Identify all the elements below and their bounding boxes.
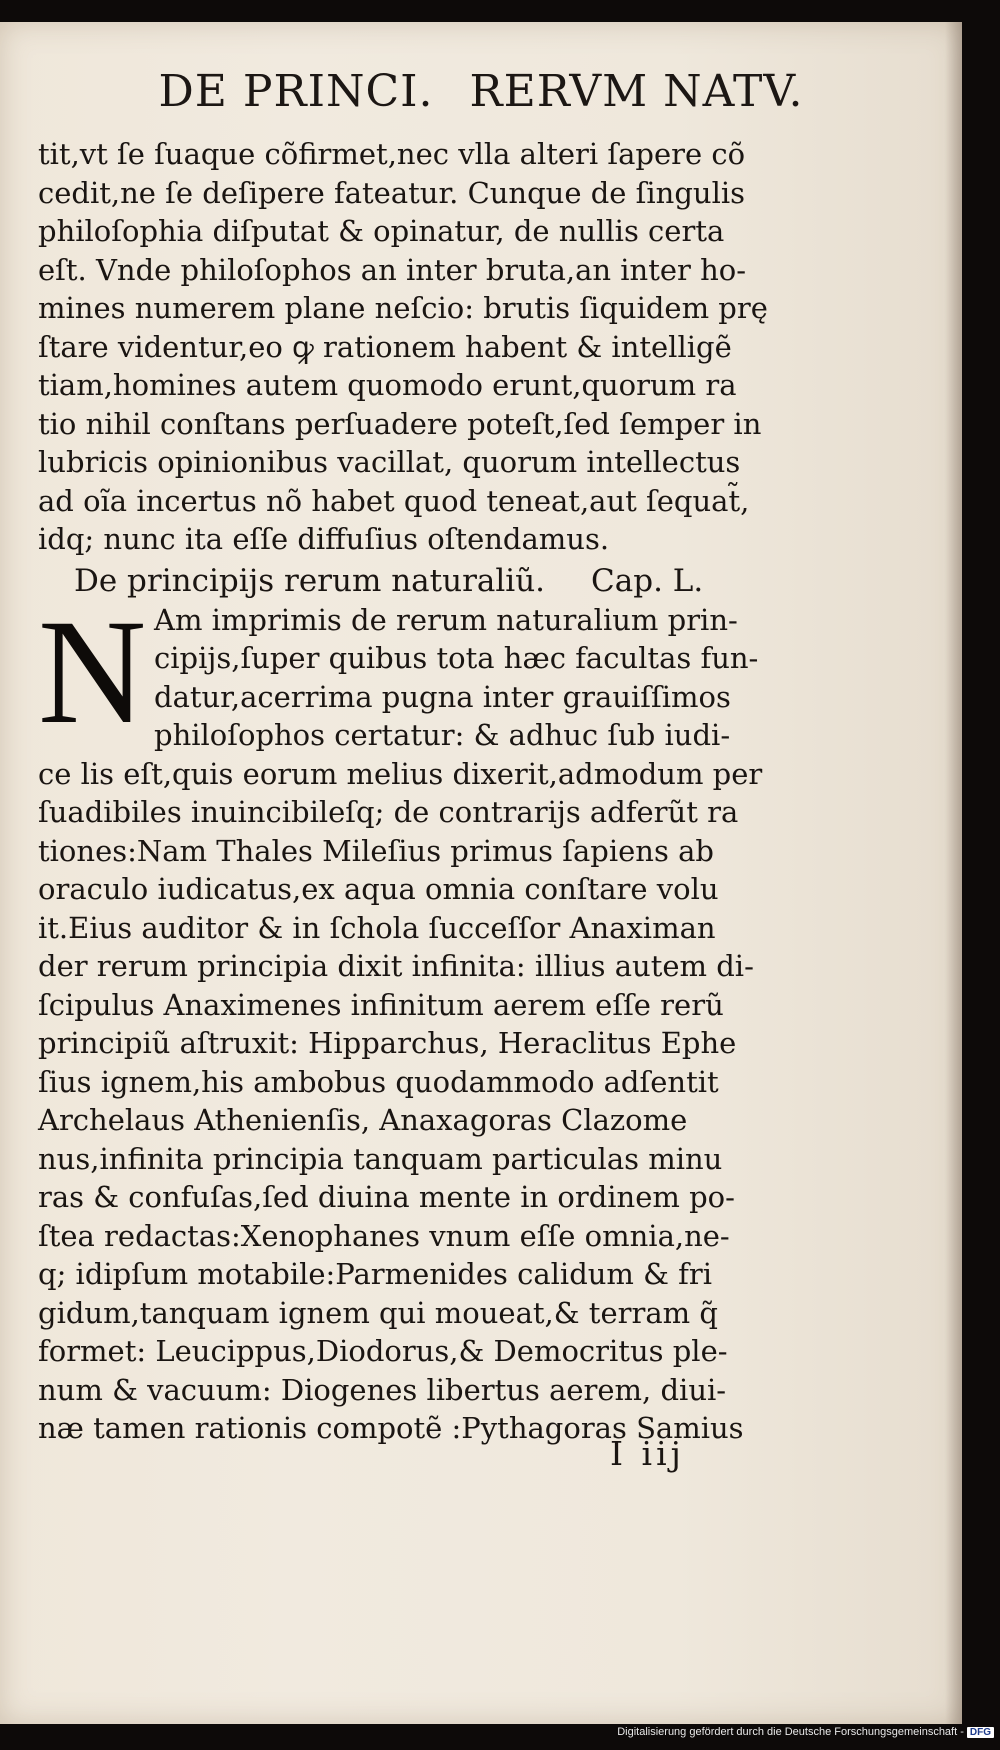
running-head-left: DE PRINCI.	[158, 66, 434, 117]
text-line: eſt. Vnde philoſophos an inter bruta,an inter ho-	[38, 252, 747, 287]
text-line: oraculo iudicatus,ex aqua omnia conſtare volu	[38, 872, 719, 906]
text-line: datur,acerrima pugna inter grauiſſimos	[154, 679, 731, 714]
text-line: principiũ aſtruxit: Hipparchus, Heraclitus Ephe	[38, 1026, 737, 1060]
text-line: lubricis opinionibus vacillat, quorum intellectus	[38, 445, 741, 479]
text-line: nus,infinita principia tanquam particulas minu	[38, 1141, 723, 1176]
page-edge-shadow	[945, 22, 962, 1724]
drop-cap-initial: N	[38, 588, 147, 755]
text-line: ſius ignem,his ambobus quodammodo adſentit	[38, 1064, 719, 1099]
text-line: philoſophos certatur: & adhuc ſub iudi-	[154, 718, 731, 752]
text-line: it.Eius auditor & in ſchola ſucceſſor Anaximan	[38, 910, 716, 945]
running-head	[0, 66, 962, 117]
text-line: philoſophia diſputat & opinatur, de nullis certa	[38, 214, 725, 248]
text-line: q; idipſum motabile:Parmenides calidum & fri	[38, 1257, 713, 1291]
chapter-heading	[38, 561, 798, 601]
text-line: næ tamen rationis compotẽ :Pythagoras Samius	[38, 1411, 744, 1445]
chapter-number: Cap. L.	[591, 562, 704, 599]
text-line: ad oĩa incertus nõ habet quod teneat,aut ſequat̃,	[38, 483, 750, 518]
text-line: cipijs,ſuper quibus tota hæc facultas fun-	[154, 641, 759, 675]
chapter-opening	[38, 588, 798, 755]
text-line: tiones:Nam Thales Mileſius primus ſapiens ab	[38, 833, 714, 868]
dropcap-text-lines	[154, 601, 758, 755]
text-line: ras & confuſas,ſed diuina mente in ordinem po-	[38, 1180, 735, 1214]
text-line: der rerum principia dixit infinita: illius autem di-	[38, 949, 754, 983]
text-line: Am imprimis de rerum naturalium prin-	[154, 602, 738, 637]
text-line: gidum,tanquam ignem qui moueat,& terram q̃	[38, 1295, 718, 1330]
text-line: ce lis eſt,quis eorum melius dixerit,admodum per	[38, 756, 763, 791]
body-text	[38, 135, 798, 1448]
text-line: ſtea redactas:Xenophanes vnum eſſe omnia,ne-	[38, 1218, 730, 1253]
text-line: num & vacuum: Diogenes libertus aerem, diui-	[38, 1372, 727, 1407]
text-block-after-dropcap	[38, 755, 798, 1448]
chapter-title: De principijs rerum naturaliũ.	[74, 562, 546, 599]
text-line: tiam,homines autem quomodo erunt,quorum ra	[38, 368, 737, 402]
text-line: tit,vt ſe ſuaque cõfirmet,nec vlla alteri ſapere cõ	[38, 137, 746, 171]
signature-mark: I iij	[610, 1434, 685, 1473]
text-line: ſtare videntur,eo ꝙ rationem habent & intelligẽ	[38, 329, 732, 364]
text-line: ſuadibiles inuincibileſq; de contrarijs adferũt ra	[38, 795, 739, 829]
running-head-right: RERVM NATV.	[469, 66, 804, 117]
text-block-before-heading	[38, 135, 798, 559]
digitization-footer	[617, 1726, 994, 1738]
text-line: tio nihil conſtans perſuadere poteſt,ſed ſemper in	[38, 406, 762, 441]
dfg-logo: DFG	[967, 1727, 994, 1738]
footer-text: Digitalisierung gefördert durch die Deutsche Forschungsgemeinschaft -	[617, 1726, 964, 1738]
text-line: formet: Leucippus,Diodorus,& Democritus ple-	[38, 1334, 728, 1368]
text-line: ſcipulus Anaximenes infinitum aerem eſſe rerũ	[38, 987, 724, 1022]
text-line: Archelaus Athenienſis, Anaxagoras Clazome	[38, 1103, 688, 1137]
text-line: cedit,ne ſe deſipere fateatur. Cunque de ſingulis	[38, 175, 746, 210]
text-line: idq; nunc ita eſſe diffuſius oſtendamus.	[38, 522, 610, 556]
text-line: mines numerem plane neſcio: brutis ſiquidem prę	[38, 291, 768, 325]
